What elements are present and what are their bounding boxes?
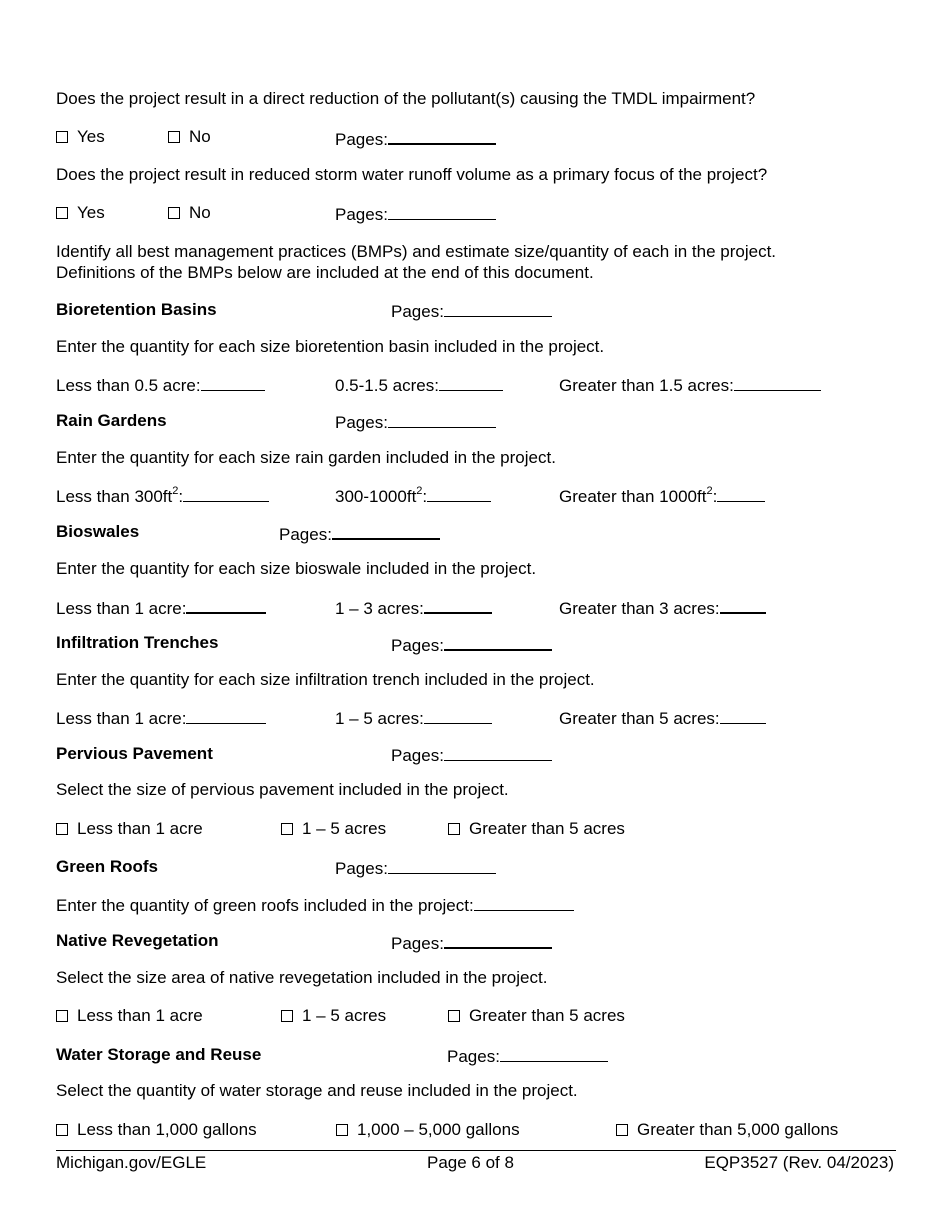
runoff-no-label: No — [189, 203, 211, 222]
bioswales-small-field — [56, 596, 266, 619]
tmdl-yes-option[interactable] — [56, 127, 105, 147]
question-runoff-volume: Does the project result in reduced storm water runoff volume as a primary focus of the project? — [56, 165, 768, 184]
pervious-pages-field — [391, 744, 552, 766]
bioretention-medium-label: 0.5-1.5 acres: — [335, 376, 439, 395]
runoff-pages-field — [335, 203, 496, 225]
bioretention-large-input[interactable] — [734, 374, 821, 391]
green-pages-field — [335, 857, 496, 879]
green-quantity-input[interactable] — [474, 894, 574, 911]
bioswales-large-label: Greater than 3 acres: — [559, 599, 720, 618]
bioretention-small-input[interactable] — [201, 374, 265, 391]
infiltration-medium-field — [335, 707, 492, 729]
checkbox-icon[interactable] — [56, 131, 68, 143]
rain-medium-label: $300-1000ft^2$: — [335, 485, 428, 506]
bioswales-large-input[interactable] — [720, 596, 766, 614]
bioswales-title: Bioswales — [56, 522, 140, 541]
rain-pages-input[interactable] — [388, 411, 496, 428]
bioretention-large-label: Greater than 1.5 acres: — [559, 376, 734, 395]
pages-label: Pages: — [391, 302, 444, 321]
bmp-intro-line1: Identify all best management practices (BMPs) and estimate size/quantity of each in the project. — [56, 242, 777, 261]
runoff-no-option[interactable] — [168, 203, 211, 223]
pages-label: Pages: — [335, 205, 388, 224]
bioretention-pages-field — [391, 300, 552, 322]
green-quantity-field — [56, 894, 574, 916]
native-pages-input[interactable] — [444, 931, 552, 949]
rain-small-label: Less than $300ft^2$: — [56, 485, 184, 506]
pages-label: Pages: — [279, 525, 332, 544]
native-title: Native Revegetation — [56, 931, 219, 950]
bioretention-small-label: Less than 0.5 acre: — [56, 376, 201, 395]
pages-label: Pages: — [335, 130, 388, 149]
runoff-yes-label: Yes — [77, 203, 105, 222]
bioretention-instruction: Enter the quantity for each size bioretention basin included in the project. — [56, 337, 605, 356]
infiltration-large-input[interactable] — [720, 707, 766, 724]
rain-large-field — [559, 485, 765, 507]
checkbox-icon[interactable] — [56, 823, 68, 835]
checkbox-icon[interactable] — [448, 1010, 460, 1022]
green-roofs-title: Green Roofs — [56, 857, 159, 876]
pages-label: Pages: — [447, 1047, 500, 1066]
rain-instruction: Enter the quantity for each size rain garden included in the project. — [56, 448, 556, 467]
infiltration-large-field — [559, 707, 766, 729]
infiltration-small-label: Less than 1 acre: — [56, 709, 187, 728]
water-medium-label: 1,000 – 5,000 gallons — [357, 1120, 520, 1139]
infiltration-small-input[interactable] — [186, 707, 266, 724]
bioswales-large-field — [559, 596, 766, 619]
pervious-medium-label: 1 – 5 acres — [302, 819, 387, 838]
rain-large-input[interactable] — [717, 485, 765, 502]
water-instruction: Select the quantity of water storage and reuse included in the project. — [56, 1081, 578, 1100]
bmp-intro-line2: Definitions of the BMPs below are included at the end of this document. — [56, 263, 594, 282]
water-small-option[interactable] — [56, 1120, 257, 1140]
infiltration-small-field — [56, 707, 266, 729]
native-large-option[interactable] — [448, 1006, 625, 1026]
rain-medium-input[interactable] — [427, 485, 491, 502]
footer-website: Michigan.gov/EGLE — [56, 1153, 207, 1172]
pages-label: Pages: — [391, 934, 444, 953]
rain-small-field — [56, 485, 269, 507]
bioretention-small-field — [56, 374, 265, 396]
checkbox-icon[interactable] — [448, 823, 460, 835]
water-title: Water Storage and Reuse — [56, 1045, 262, 1064]
pervious-small-label: Less than 1 acre — [77, 819, 203, 838]
infiltration-pages-field — [391, 633, 552, 656]
footer-form-id: EQP3527 (Rev. 04/2023) — [704, 1153, 894, 1172]
tmdl-no-label: No — [189, 127, 211, 146]
water-pages-field — [447, 1045, 608, 1067]
runoff-yes-option[interactable] — [56, 203, 105, 223]
bioswales-medium-field — [335, 596, 492, 619]
infiltration-title: Infiltration Trenches — [56, 633, 219, 652]
pervious-pages-input[interactable] — [444, 744, 552, 761]
rain-large-label: Greater than $1000ft^2$: — [559, 485, 718, 506]
bioswales-pages-field — [279, 522, 440, 545]
footer-divider — [56, 1150, 896, 1151]
pervious-medium-option[interactable] — [281, 819, 386, 839]
water-medium-option[interactable] — [336, 1120, 520, 1140]
bioswales-small-input[interactable] — [186, 596, 266, 614]
pervious-small-option[interactable] — [56, 819, 203, 839]
native-medium-label: 1 – 5 acres — [302, 1006, 387, 1025]
green-pages-input[interactable] — [388, 857, 496, 874]
native-medium-option[interactable] — [281, 1006, 386, 1026]
native-instruction: Select the size area of native revegetation included in the project. — [56, 968, 548, 987]
tmdl-yes-label: Yes — [77, 127, 105, 146]
rain-small-input[interactable] — [183, 485, 269, 502]
green-instruction: Enter the quantity of green roofs included in the project: — [56, 896, 474, 915]
runoff-pages-input[interactable] — [388, 203, 496, 220]
tmdl-no-option[interactable] — [168, 127, 211, 147]
native-small-label: Less than 1 acre — [77, 1006, 203, 1025]
bioretention-title: Bioretention Basins — [56, 300, 217, 319]
pervious-large-label: Greater than 5 acres — [469, 819, 625, 838]
checkbox-icon[interactable] — [56, 207, 68, 219]
native-small-option[interactable] — [56, 1006, 203, 1026]
native-pages-field — [391, 931, 552, 954]
checkbox-icon[interactable] — [281, 1010, 293, 1022]
rain-pages-field — [335, 411, 496, 433]
pages-label: Pages: — [335, 859, 388, 878]
checkbox-icon[interactable] — [56, 1124, 68, 1136]
native-large-label: Greater than 5 acres — [469, 1006, 625, 1025]
footer-page-number: Page 6 of 8 — [427, 1153, 514, 1172]
water-pages-input[interactable] — [500, 1045, 608, 1062]
pages-label: Pages: — [391, 746, 444, 765]
bioretention-medium-field — [335, 374, 503, 396]
infiltration-medium-label: 1 – 5 acres: — [335, 709, 424, 728]
bioretention-medium-input[interactable] — [439, 374, 503, 391]
infiltration-pages-input[interactable] — [444, 633, 552, 651]
bioswales-instruction: Enter the quantity for each size bioswale included in the project. — [56, 559, 537, 578]
tmdl-pages-input[interactable] — [388, 127, 496, 145]
checkbox-icon[interactable] — [336, 1124, 348, 1136]
checkbox-icon[interactable] — [56, 1010, 68, 1022]
bioretention-pages-input[interactable] — [444, 300, 552, 317]
water-large-option[interactable] — [616, 1120, 838, 1140]
infiltration-instruction: Enter the quantity for each size infiltration trench included in the project. — [56, 670, 595, 689]
checkbox-icon[interactable] — [616, 1124, 628, 1136]
pervious-large-option[interactable] — [448, 819, 625, 839]
bioswales-medium-label: 1 – 3 acres: — [335, 599, 424, 618]
pervious-title: Pervious Pavement — [56, 744, 213, 763]
checkbox-icon[interactable] — [281, 823, 293, 835]
bioswales-pages-input[interactable] — [332, 522, 440, 540]
checkbox-icon[interactable] — [168, 207, 180, 219]
tmdl-pages-field — [335, 127, 496, 150]
water-large-label: Greater than 5,000 gallons — [637, 1120, 839, 1139]
bioswales-small-label: Less than 1 acre: — [56, 599, 187, 618]
bioretention-large-field — [559, 374, 821, 396]
pages-label: Pages: — [391, 636, 444, 655]
rain-medium-field — [335, 485, 491, 507]
question-tmdl-reduction: Does the project result in a direct reduction of the pollutant(s) causing the TMDL impairment? — [56, 89, 756, 108]
pervious-instruction: Select the size of pervious pavement included in the project. — [56, 780, 509, 799]
pages-label: Pages: — [335, 413, 388, 432]
checkbox-icon[interactable] — [168, 131, 180, 143]
water-small-label: Less than 1,000 gallons — [77, 1120, 257, 1139]
bioswales-medium-input[interactable] — [424, 596, 492, 614]
infiltration-large-label: Greater than 5 acres: — [559, 709, 720, 728]
infiltration-medium-input[interactable] — [424, 707, 492, 724]
rain-gardens-title: Rain Gardens — [56, 411, 167, 430]
